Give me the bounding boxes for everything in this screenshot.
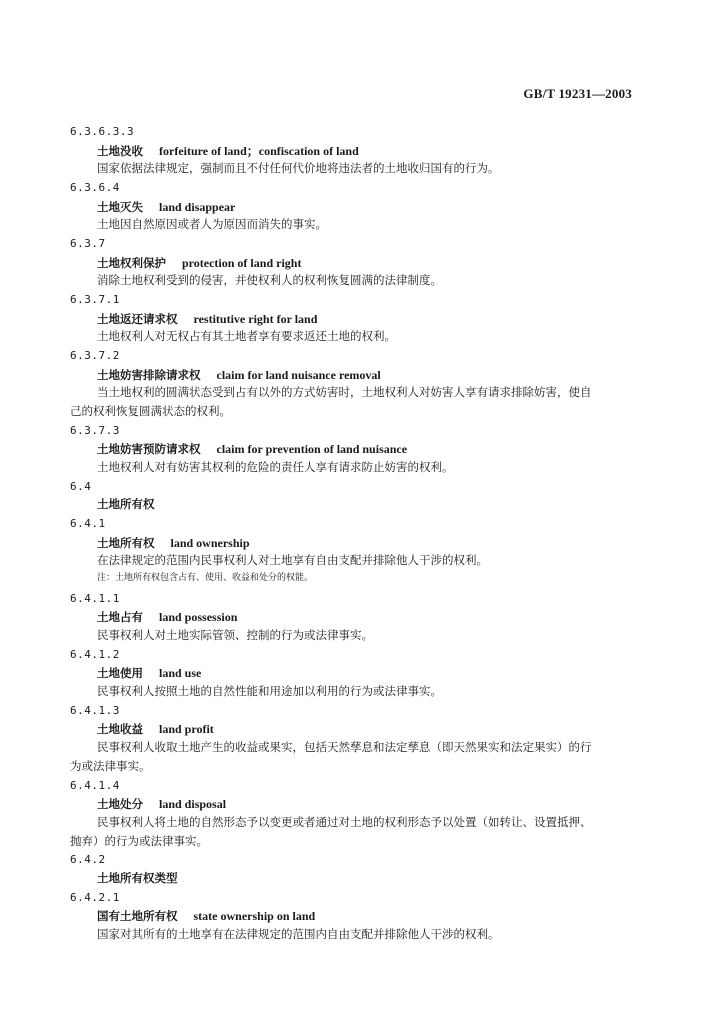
term-chinese: 土地灭失 [97,199,143,214]
term-chinese: 土地妨害预防请求权 [97,442,201,457]
clause-number: 6.4 [70,479,92,493]
clause-number: 6.4.2.1 [70,890,120,904]
term-english: land profit [159,722,214,737]
term-line [97,667,201,680]
term-english: claim for prevention of land nuisance [216,442,408,457]
term-english: state ownership on land [193,909,316,924]
clause-number: 6.4.1.4 [70,778,120,792]
clause-number: 6.3.7.2 [70,349,120,362]
definition-text: 当土地权利的圆满状态受到占有以外的方式妨害时，土地权利人对妨害人享有请求排除妨害，使自 [97,385,592,400]
term-chinese: 土地权利保护 [97,255,166,270]
standard-code: GB/T 19231—2003 [523,86,632,101]
term-chinese: 土地所有权 [97,535,155,550]
term-english: land ownership [170,535,250,550]
term-chinese: 土地没收 [97,143,143,158]
definition-text: 国家依据法律规定，强制而且不付任何代价地将违法者的土地收归国有的行为。 [97,161,500,176]
definition-text: 民事权利人将土地的自然形态予以变更或者通过对土地的权利形态予以处置（如转让、设置抵押、 [97,814,592,829]
definition-text: 民事权利人对土地实际管领、控制的行为或法律事实。 [97,628,373,643]
definition-text: 抛弃）的行为或法律事实。 [70,833,208,848]
note-text: 注：土地所有权包含占有、使用、收益和处分的权能。 [97,573,314,584]
term-line [97,313,317,326]
definition-text: 国家对其所有的土地享有在法律规定的范围内自由支配并排除他人干涉的权利。 [97,926,500,941]
definition-text: 为或法律事实。 [70,758,151,773]
term-english: land disappear [159,199,236,214]
definition-text: 己的权利恢复圆满状态的权利。 [70,404,231,419]
clause-number: 6.3.7.1 [70,293,120,306]
term-english: land disposal [159,797,227,812]
term-english: protection of land right [182,255,302,270]
term-english: claim for land nuisance removal [216,367,381,382]
clause-number: 6.4.1.3 [70,703,120,717]
term-chinese: 土地占有 [97,610,143,625]
term-line [97,537,250,550]
term-english: land use [159,666,202,681]
definition-text: 在法律规定的范围内民事权利人对土地享有自由支配并排除他人干涉的权利。 [97,553,488,568]
clause-number: 6.3.7 [70,237,106,250]
definition-text: 土地因自然原因或者人为原因而消失的事实。 [97,217,327,232]
definition-text: 民事权利人收取土地产生的收益或果实，包括天然孳息和法定孳息（即天然果实和法定果实）的行 [97,740,592,755]
term-chinese: 土地妨害排除请求权 [97,367,201,382]
term-english: restitutive right for land [193,311,318,326]
term-line [97,611,237,624]
term-chinese: 土地处分 [97,797,143,812]
term-line [97,870,178,885]
clause-number: 6.4.1.2 [70,647,120,661]
term-chinese: 土地所有权类型 [97,870,178,885]
definition-text: 土地权利人对有妨害其权利的危险的责任人享有请求防止妨害的权利。 [97,460,454,475]
term-english: land possession [159,610,238,625]
definition-text: 民事权利人按照土地的自然性能和用途加以利用的行为或法律事实。 [97,684,442,699]
term-line [97,201,235,214]
term-chinese: 土地返还请求权 [97,311,178,326]
term-chinese: 土地使用 [97,666,143,681]
term-chinese: 土地收益 [97,722,143,737]
clause-number: 6.3.7.3 [70,423,120,437]
clause-number: 6.4.1.1 [70,591,120,605]
term-line [97,798,226,811]
term-line [97,257,301,270]
term-chinese: 国有土地所有权 [97,909,178,924]
clause-number: 6.3.6.3.3 [70,125,135,138]
term-line [97,443,407,456]
term-line [97,723,214,736]
clause-number: 6.4.2 [70,853,106,867]
term-line [97,369,381,382]
definition-text: 消除土地权利受到的侵害，并使权利人的权利恢复圆满的法律制度。 [97,273,442,288]
term-chinese: 土地所有权 [97,497,155,512]
clause-number: 6.3.6.4 [70,181,120,194]
clause-number: 6.4.1 [70,517,106,531]
term-line [97,145,359,158]
term-line [97,910,315,923]
term-english: forfeiture of land；confiscation of land [159,143,359,158]
term-line [97,499,155,511]
definition-text: 土地权利人对无权占有其土地者享有要求返还土地的权利。 [97,329,396,344]
